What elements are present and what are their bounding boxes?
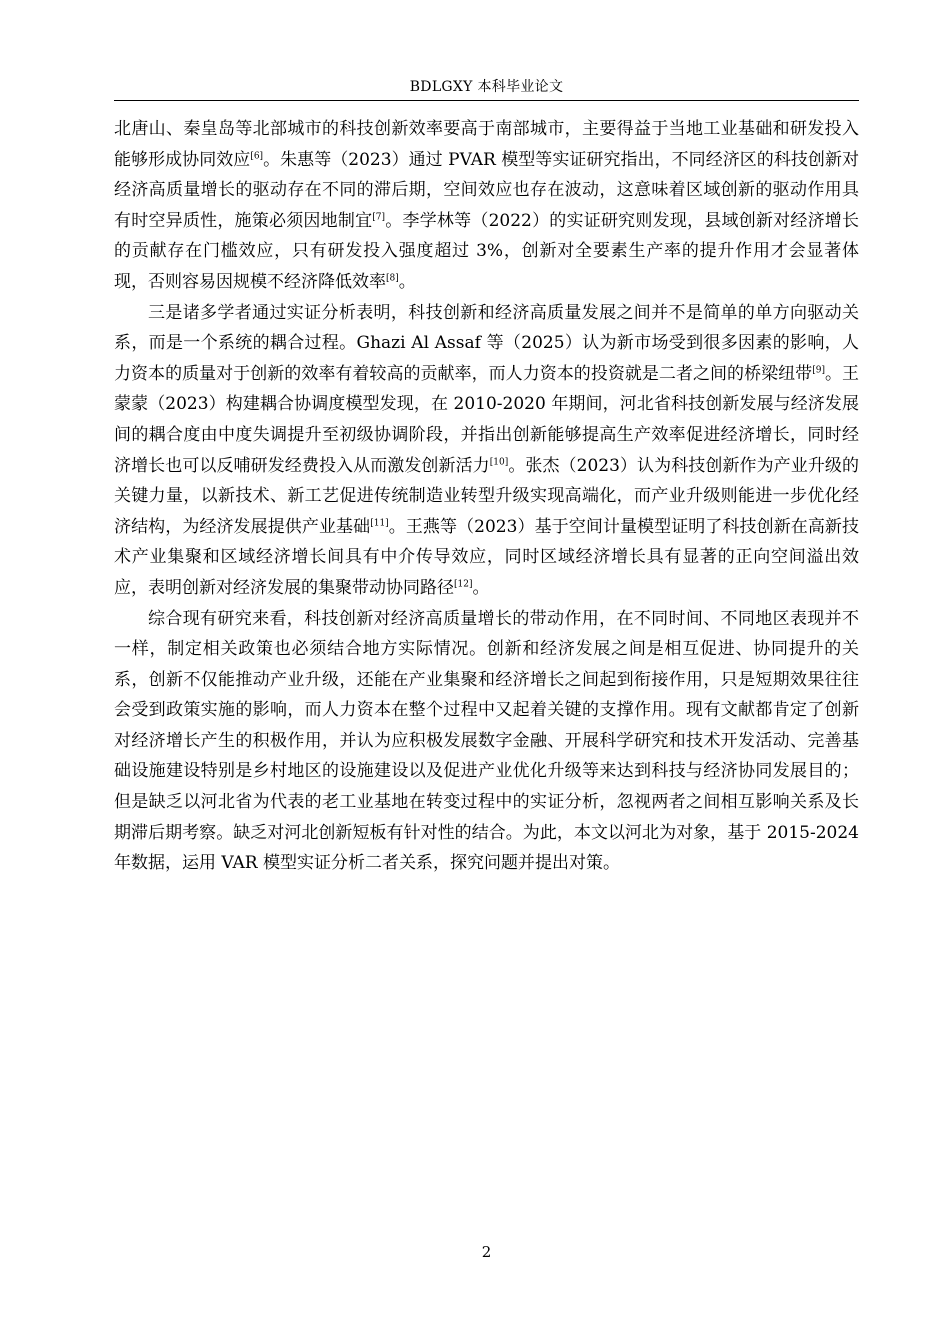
text-run: 三是诸多学者通过实证分析表明，科技创新和经济高质量发展之间并不是简单的单方向驱动关系，而是一个系统的耦合过程。Ghazi Al Assaf 等（2025）认为新市场受到很多因素的影响，人力资本的质量对于创新的效率有着较高的贡献率，而人力资本的投资就是二者之间的桥梁纽带 [114, 302, 859, 384]
citation-marker: [6] [250, 150, 264, 161]
citation-marker: [9] [812, 365, 825, 376]
running-header: BDLGXY 本科毕业论文 [409, 79, 564, 95]
citation-marker: [10] [489, 456, 509, 467]
page-number: 2 [481, 1243, 492, 1261]
text-run: 综合现有研究来看，科技创新对经济高质量增长的带动作用，在不同时间、不同地区表现并不一样，制定相关政策也必须结合地方实际情况。创新和经济发展之间是相互促进、协同提升的关系，创新不仅能推动产业升级，还能在产业集聚和经济增长之间起到衔接作用，只是短期效果往往会受到政策实施的影响，而人力资本在整个过程中又起着关键的支撑作用。现有文献都肯定了创新对经济增长产生的积极作用，并认为应积极发展数字金融、开展科学研究和技术开发活动、完善基础设施建设特别是乡村地区的设施建设以及促进产业优化升级等来达到科技与经济协同发展目的；但是缺乏以河北省为代表的老工业基地在转变过程中的实证分析，忽视两者之间相互影响关系及长期滞后期考察。缺乏对河北创新短板有针对性的结合。为此，本文以河北为对象，基于 2015-2024 年数据，运用 VAR 模型实证分析二者关系，探究问题并提出对策。 [114, 608, 859, 874]
text-run: 。王蒙蒙（2023）构建耦合协调度模型发现，在 2010-2020 年期间，河北省科技创新发展与经济发展间的耦合度由中度失调提升至初级协调阶段，并指出创新能够提高生产效率促进经济增长，同时经济增长也可以反哺研发经费投入从而激发创新活力 [114, 363, 860, 476]
text-run: 。 [472, 577, 490, 598]
paragraph-1 [114, 114, 859, 298]
citation-marker: [11] [370, 518, 389, 529]
text-run: 。 [398, 271, 416, 292]
citation-marker: [7] [372, 212, 386, 223]
citation-marker: [8] [386, 273, 399, 284]
text-run: 。李学林等（2022）的实证研究则发现，县域创新对经济增长的贡献存在门槛效应，只有研发投入强度超过 3%，创新对全要素生产率的提升作用才会显著体现，否则容易因规模不经济降低效率 [114, 210, 860, 292]
text-run: 北唐山、秦皇岛等北部城市的科技创新效率要高于南部城市，主要得益于当地工业基础和研发投入能够形成协同效应 [114, 119, 859, 170]
citation-marker: [12] [454, 579, 473, 590]
text-run: 。王燕等（2023）基于空间计量模型证明了科技创新在高新技术产业集聚和区域经济增长间具有中介传导效应，同时区域经济增长具有显著的正向空间溢出效应，表明创新对经济发展的集聚带动协同路径 [114, 516, 860, 598]
body-text [114, 114, 859, 879]
header-divider [114, 100, 859, 101]
paragraph-2 [114, 298, 859, 604]
paragraph-3 [114, 604, 859, 879]
text-run: 。朱惠等（2023）通过 PVAR 模型等实证研究指出，不同经济区的科技创新对经济高质量增长的驱动存在不同的滞后期，空间效应也存在波动，这意味着区域创新的驱动作用具有时空异质性，施策必须因地制宜 [114, 149, 859, 231]
text-run: 。张杰（2023）认为科技创新作为产业升级的关键力量，以新技术、新工艺促进传统制造业转型升级实现高端化，而产业升级则能进一步优化经济结构，为经济发展提供产业基础 [114, 455, 860, 537]
